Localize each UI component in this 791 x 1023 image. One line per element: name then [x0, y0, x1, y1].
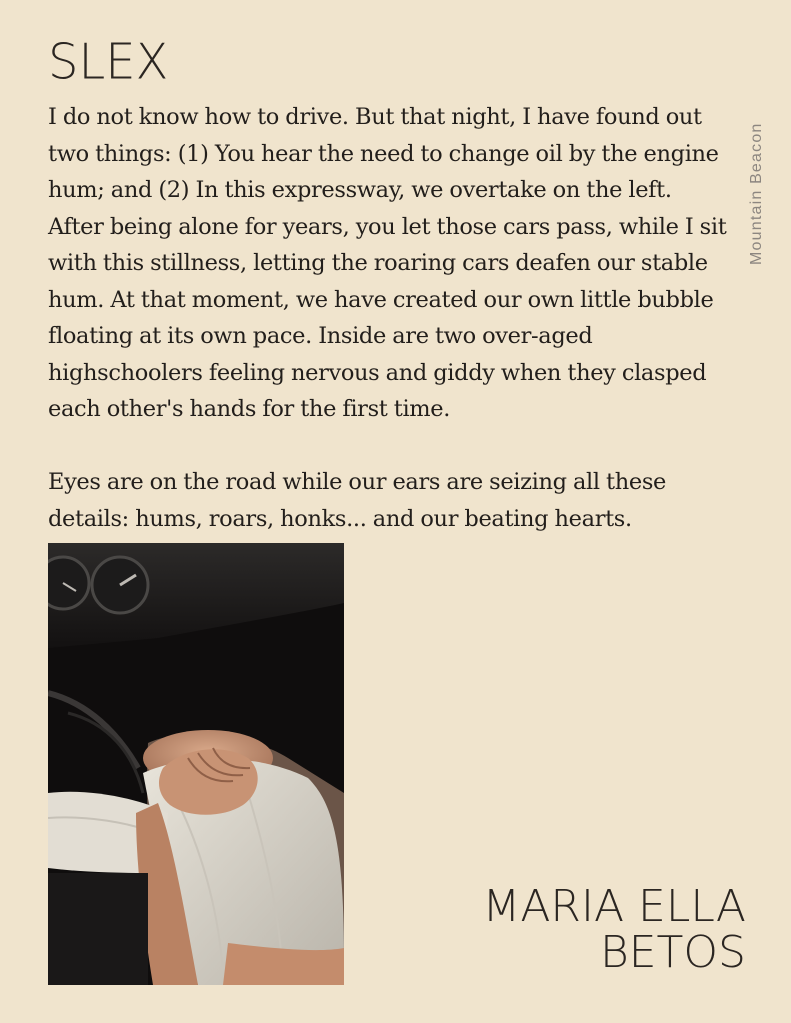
author-last-line: BETOS: [599, 927, 746, 978]
page-title: SLEX: [48, 33, 169, 91]
paragraph-1: I do not know how to drive. But that night, I have found out two things: (1) You hear the need to change oil by the engine hum; and (2) In this expressway, we overtake on the left. After being alone for years, you let those cars pass, while I sit with this stillness, letting the roaring cars deafen our stable hum. At that moment, we have created our own little bubble floating at its own pace. Inside are two over-aged highschoolers feeling nervous and giddy when they clasped each other's hands for the first time.: [48, 104, 727, 422]
photo-clasped-hands: [48, 543, 344, 985]
author-name: [482, 881, 746, 978]
paragraph-2: Eyes are on the road while our ears are seizing all these details: hums, roars, honks... and our beating hearts.: [48, 469, 666, 532]
article-body: [48, 99, 728, 537]
author-first-line: MARIA ELLA: [482, 881, 746, 932]
publication-label: Mountain Beacon: [748, 122, 765, 265]
